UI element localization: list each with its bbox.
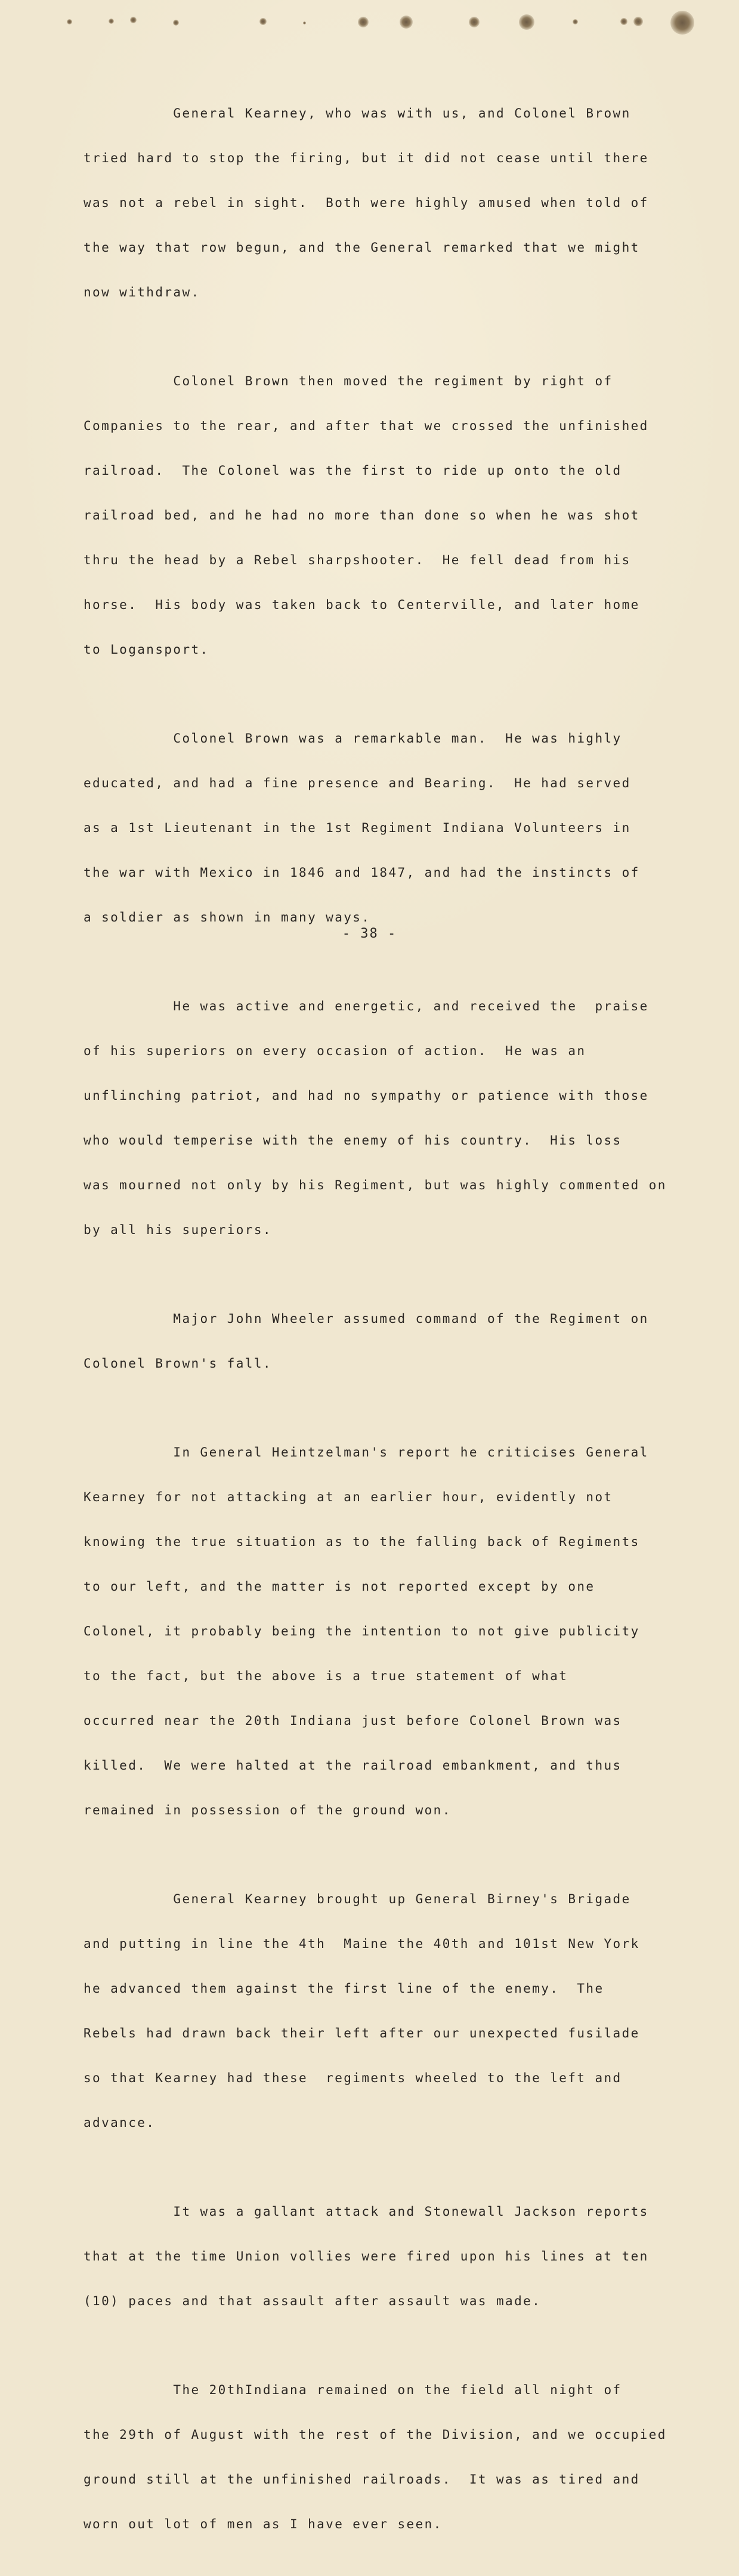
paragraph bbox=[84, 701, 668, 955]
text-line: now withdraw. bbox=[84, 285, 200, 299]
text-line: to our left, and the matter is not reported except by one bbox=[84, 1579, 595, 1594]
text-line: Major John Wheeler assumed command of the Regiment on bbox=[84, 1312, 649, 1326]
paragraph bbox=[84, 1415, 668, 1848]
text-line: (10) paces and that assault after assault was made. bbox=[84, 2294, 542, 2308]
paragraph bbox=[84, 969, 668, 1267]
text-line: he advanced them against the first line of the enemy. The bbox=[84, 1981, 604, 1996]
text-line: the 29th of August with the rest of the Division, and we occupied bbox=[84, 2427, 667, 2442]
text-line: occurred near the 20th Indiana just before Colonel Brown was bbox=[84, 1714, 622, 1728]
text-line: by all his superiors. bbox=[84, 1223, 272, 1237]
punch-hole bbox=[469, 17, 480, 27]
text-line: railroad bed, and he had no more than done so when he was shot bbox=[84, 508, 640, 522]
punch-hole bbox=[400, 16, 413, 29]
punch-hole bbox=[67, 19, 72, 24]
punch-hole bbox=[620, 18, 627, 25]
text-line: Colonel Brown then moved the regiment by right of bbox=[84, 374, 613, 388]
text-line: He was active and energetic, and received the praise bbox=[84, 999, 649, 1013]
text-line: the way that row begun, and the General remarked that we might bbox=[84, 240, 640, 255]
text-line: so that Kearney had these regiments wheeled to the left and bbox=[84, 2071, 622, 2085]
text-line: that at the time Union vollies were fired upon his lines at ten bbox=[84, 2249, 649, 2263]
text-line: unflinching patriot, and had no sympathy or patience with those bbox=[84, 1088, 649, 1103]
punch-hole bbox=[130, 17, 137, 23]
punch-hole bbox=[173, 20, 179, 26]
paragraph bbox=[84, 2175, 668, 2339]
punch-hole bbox=[358, 17, 369, 27]
text-line: In General Heintzelman's report he criticises General bbox=[84, 1445, 649, 1459]
text-line: a soldier as shown in many ways. bbox=[84, 910, 371, 924]
text-line: Rebels had drawn back their left after our unexpected fusilade bbox=[84, 2026, 640, 2040]
text-line: It was a gallant attack and Stonewall Jackson reports bbox=[84, 2204, 649, 2219]
text-line: to the fact, but the above is a true statement of what bbox=[84, 1669, 568, 1683]
text-line: railroad. The Colonel was the first to ride up onto the old bbox=[84, 463, 622, 478]
paragraph bbox=[84, 76, 668, 330]
paragraph bbox=[84, 344, 668, 687]
punched-holes-strip bbox=[0, 13, 739, 31]
paragraph bbox=[84, 1282, 668, 1401]
text-line: The 20thIndiana remained on the field all night of bbox=[84, 2383, 622, 2397]
punch-hole bbox=[573, 19, 578, 24]
text-line: remained in possession of the ground won. bbox=[84, 1803, 452, 1817]
text-line: Colonel Brown was a remarkable man. He was highly bbox=[84, 731, 622, 746]
text-line: killed. We were halted at the railroad embankment, and thus bbox=[84, 1758, 622, 1773]
paragraph bbox=[84, 1862, 668, 2160]
text-line: thru the head by a Rebel sharpshooter. He fell dead from his bbox=[84, 553, 631, 567]
text-line: Colonel, it probably being the intention to not give publicity bbox=[84, 1624, 640, 1638]
text-line: General Kearney brought up General Birney's Brigade bbox=[84, 1892, 631, 1906]
text-line: worn out lot of men as I have ever seen. bbox=[84, 2517, 443, 2531]
punch-hole bbox=[109, 18, 114, 24]
text-line: Companies to the rear, and after that we crossed the unfinished bbox=[84, 419, 649, 433]
punch-hole bbox=[303, 21, 306, 24]
text-line: was mourned not only by his Regiment, but was highly commented on bbox=[84, 1178, 667, 1192]
text-line: to Logansport. bbox=[84, 642, 209, 657]
text-line: and putting in line the 4th Maine the 40th and 101st New York bbox=[84, 1937, 640, 1951]
text-line: Colonel Brown's fall. bbox=[84, 1356, 272, 1371]
punch-hole bbox=[670, 11, 694, 35]
text-line: who would temperise with the enemy of his country. His loss bbox=[84, 1133, 622, 1148]
text-line: tried hard to stop the firing, but it did not cease until there bbox=[84, 151, 649, 165]
text-line: as a 1st Lieutenant in the 1st Regiment Indiana Volunteers in bbox=[84, 821, 631, 835]
text-line: of his superiors on every occasion of action. He was an bbox=[84, 1044, 586, 1058]
punch-hole bbox=[633, 17, 643, 26]
body-text bbox=[84, 76, 668, 2576]
punch-hole bbox=[259, 18, 267, 25]
text-line: Kearney for not attacking at an earlier hour, evidently not bbox=[84, 1490, 613, 1504]
text-line: General Kearney, who was with us, and Colonel Brown bbox=[84, 106, 631, 120]
text-line: the war with Mexico in 1846 and 1847, and had the instincts of bbox=[84, 865, 640, 880]
paragraph bbox=[84, 2353, 668, 2562]
text-line: ground still at the unfinished railroads. It was as tired and bbox=[84, 2472, 640, 2487]
punch-hole bbox=[519, 14, 534, 30]
text-line: educated, and had a fine presence and Bearing. He had served bbox=[84, 776, 631, 790]
text-line: was not a rebel in sight. Both were highly amused when told of bbox=[84, 196, 649, 210]
text-line: horse. His body was taken back to Centerville, and later home bbox=[84, 598, 640, 612]
text-line: advance. bbox=[84, 2116, 156, 2130]
page-number: - 38 - bbox=[342, 926, 397, 941]
text-line: knowing the true situation as to the falling back of Regiments bbox=[84, 1535, 640, 1549]
